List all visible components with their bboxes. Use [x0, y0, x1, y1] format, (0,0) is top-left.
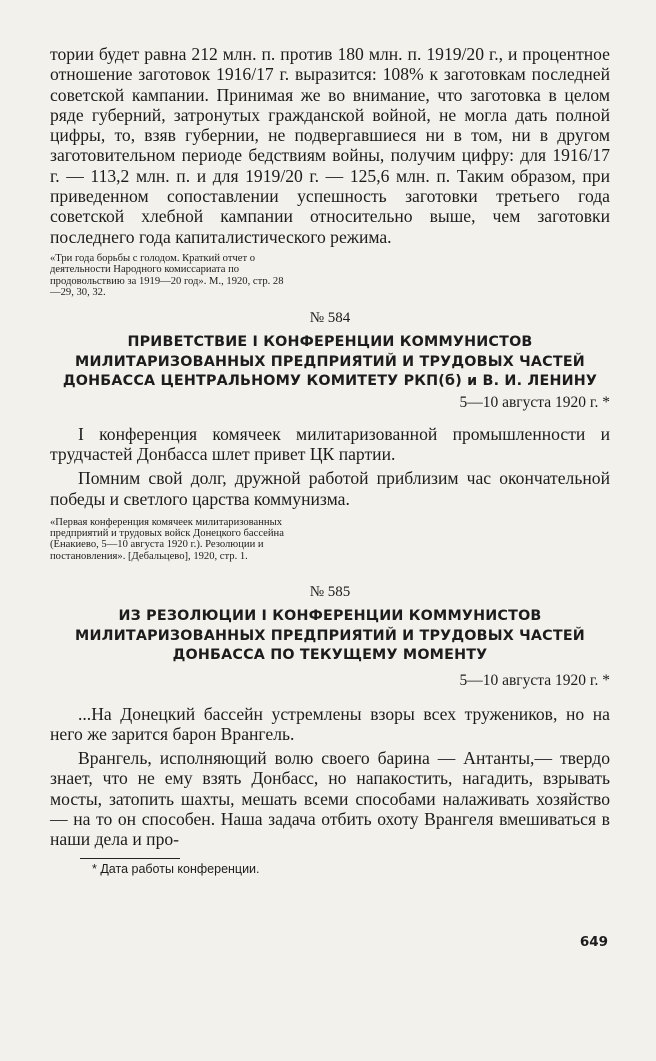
- document-number: № 585: [309, 584, 351, 601]
- document-number: № 584: [309, 310, 351, 327]
- document-title: ПРИВЕТСТВИЕ I КОНФЕРЕНЦИИ КОММУНИСТОВ МИЛИТАРИЗОВАННЫХ ПРЕДПРИЯТИЙ И ТРУДОВЫХ ЧАСТЕЙ ДОНБАССА ЦЕНТРАЛЬНОМУ КОМИТЕТУ РКП(б) и В. И. ЛЕНИНУ: [62, 334, 598, 390]
- document-title: ИЗ РЕЗОЛЮЦИИ I КОНФЕРЕНЦИИ КОММУНИСТОВ МИЛИТАРИЗОВАННЫХ ПРЕДПРИЯТИЙ И ТРУДОВЫХ ЧАСТЕЙ ДОНБАССА ПО ТЕКУЩЕМУ МОМЕНТУ: [75, 608, 585, 664]
- source-citation: «Три года борьбы с голодом. Краткий отчет о деятельности Народного комиссариата по продовольствию за 1919—20 год». М., 1920, стр. 28—29, 30, 32.: [50, 252, 284, 298]
- text-column: [50, 44, 610, 876]
- continued-paragraph: тории будет равна 212 млн. п. против 180 млн. п. 1919/20 г., и процентное отношение заготовок 1916/17 г. выразится: 108% к заготовкам последней советской кампании. Принимая же во внимание, что заготовка в целом ряде губерний, затронутых гражданской войной, не могла дать полной цифры, то, взяв губернии, не подвергавшиеся ни в том, ни в другом заготовительном периоде бедствиям войны, получим цифру: для 1916/17 г. — 113,2 млн. п. и для 1919/20 г. — 125,6 млн. п. Таким образом, при приведенном сопоставлении успешность заготовки третьего года советской хлебной кампании относительно выше, чем заготовки последнего года капиталистического режима.: [50, 44, 610, 247]
- paragraph: Помним свой долг, дружной работой приблизим час окончательной победы и светлого царства коммунизма.: [50, 468, 610, 509]
- footnote: * Дата работы конференции.: [92, 861, 260, 876]
- document-date: 5—10 августа 1920 г. *: [459, 393, 610, 411]
- page-number: 649: [579, 934, 608, 950]
- paragraph: I конференция комячеек милитаризованной промышленности и трудчастей Донбасса шлет привет ЦК партии.: [50, 423, 610, 464]
- paragraph: ...На Донецкий бассейн устремлены взоры всех тружеников, но на него же зарится барон Врангель.: [50, 703, 610, 744]
- paragraph: Врангель, исполняющий волю своего барина — Антанты,— твердо знает, что не ему взять Донбасс, но напакостить, нагадить, взрывать мосты, затопить шахты, мешать всеми способами налаживать хозяйство — на то он способен. Наша задача отбить охоту Врангеля вмешиваться в наши дела и про-: [50, 748, 610, 850]
- footnote-divider: [80, 858, 180, 859]
- source-citation: «Первая конференция комячеек милитаризованных предприятий и трудовых войск Донецкого бассейна (Енакиево, 5—10 августа 1920 г.). Резолюции и постановления». [Дебальцево], 1920, стр. 1.: [50, 516, 284, 562]
- document-date: 5—10 августа 1920 г. *: [459, 671, 610, 689]
